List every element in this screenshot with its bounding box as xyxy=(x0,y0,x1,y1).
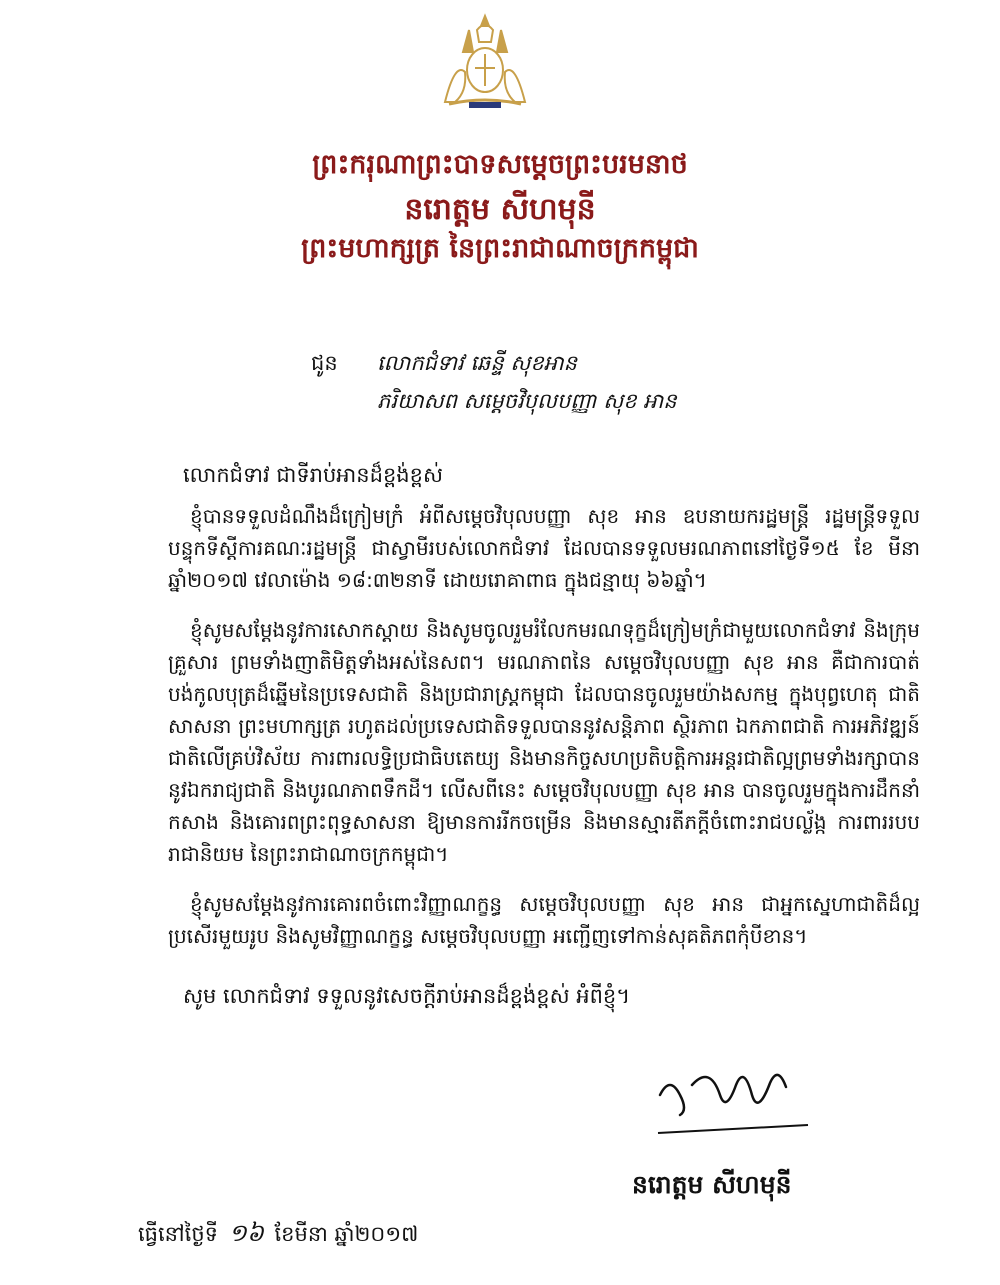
recipient-line1: លោកជំទាវ ឆេន្ទី សុខអាន xyxy=(377,351,577,375)
header-king-name: នរោត្តម សីហមុនី xyxy=(404,192,596,227)
letter-body xyxy=(168,500,920,970)
recipient-to-label: ជូន xyxy=(311,351,338,375)
paragraph-1: ខ្ញុំបានទទួលដំណឹងដ៏ក្រៀមក្រំ អំពីសម្ដេចវិបុលបញ្ញា សុខ អាន ឧបនាយករដ្ឋមន្ត្រី រដ្ឋមន្ត្រីទទួលបន្ទុកទីស្តីការគណៈរដ្ឋមន្ត្រី ជាស្វាមីរបស់លោកជំទាវ ដែលបានទទួលមរណភាពនៅថ្ងៃទី១៥ ខែ មីនា ឆ្នាំ២០១៧ វេលាម៉ោង ១៨:៣២នាទី ដោយរោគាពាធ ក្នុងជន្មាយុ ៦៦ឆ្នាំ។ xyxy=(168,504,920,592)
date-day: ១៦ xyxy=(228,1219,264,1247)
salutation: លោកជំទាវ ជាទីរាប់អានដ៏ខ្ពង់ខ្ពស់ xyxy=(183,463,443,487)
royal-emblem-icon xyxy=(425,12,545,112)
header-title-line1: ព្រះករុណាព្រះបាទសម្ដេចព្រះបរមនាថ xyxy=(312,149,688,180)
handwritten-signature xyxy=(640,1055,810,1145)
closing-line: សូម លោកជំទាវ ទទួលនូវសេចក្ដីរាប់អានដ៏ខ្ពង់ខ្ពស់ អំពីខ្ញុំ។ xyxy=(183,984,631,1008)
date-prefix: ធ្វើនៅថ្ងៃទី xyxy=(138,1222,218,1246)
paragraph-3: ខ្ញុំសូមសម្ដែងនូវការគោរពចំពោះវិញ្ញាណក្ខន្ធ សម្ដេចវិបុលបញ្ញា សុខ អាន ជាអ្នកស្នេហាជាតិដ៏ល្អប្រសើរមួយរូប និងសូមវិញ្ញាណក្ខន្ធ សម្ដេចវិបុលបញ្ញា អញ្ជើញទៅកាន់សុគតិភពកុំបីខាន។ xyxy=(168,892,920,948)
signer-name: នរោត្តម សីហមុនី xyxy=(632,1170,792,1199)
paragraph-2: ខ្ញុំសូមសម្ដែងនូវការសោកស្ដាយ និងសូមចូលរួមរំលែកមរណទុក្ខដ៏ក្រៀមក្រំជាមួយលោកជំទាវ និងក្រុមគ្រួសារ ព្រមទាំងញាតិមិត្តទាំងអស់នៃសព។ មរណភាពនៃ សម្ដេចវិបុលបញ្ញា សុខ អាន គឺជាការបាត់បង់កូលបុត្រដ៏ឆ្នើមនៃប្រទេសជាតិ និងប្រជារាស្ត្រកម្ពុជា ដែលបានចូលរួមយ៉ាងសកម្ម ក្នុងបុព្វហេតុ ជាតិ សាសនា ព្រះមហាក្សត្រ រហូតដល់ប្រទេសជាតិទទួលបាននូវសន្តិភាព ស្ថិរភាព ឯកភាពជាតិ ការអភិវឌ្ឍន៍ជាតិលើគ្រប់វិស័យ ការពារលទ្ធិប្រជាធិបតេយ្យ និងមានកិច្ចសហប្រតិបត្តិការអន្តរជាតិល្អព្រមទាំងរក្សាបាននូវឯករាជ្យជាតិ និងបូរណភាពទឹកដី។ លើសពីនេះ សម្ដេចវិបុលបញ្ញា សុខ អាន បានចូលរួមក្នុងការដឹកនាំកសាង និងគោរពព្រះពុទ្ធសាសនា ឱ្យមានការរីកចម្រើន និងមានស្មារតីភក្ដីចំពោះរាជបល្ល័ង្ក ការពាររបបរាជានិយម នៃព្រះរាជាណាចក្រកម្ពុជា។ xyxy=(168,618,920,866)
recipient-line2: ភរិយាសព សម្ដេចវិបុលបញ្ញា សុខ អាន xyxy=(377,389,677,413)
date-line xyxy=(138,1218,418,1253)
header-title-line3: ព្រះមហាក្សត្រ នៃព្រះរាជាណាចក្រកម្ពុជា xyxy=(301,233,699,264)
date-suffix: ខែមីនា ឆ្នាំ២០១៧ xyxy=(274,1222,419,1246)
